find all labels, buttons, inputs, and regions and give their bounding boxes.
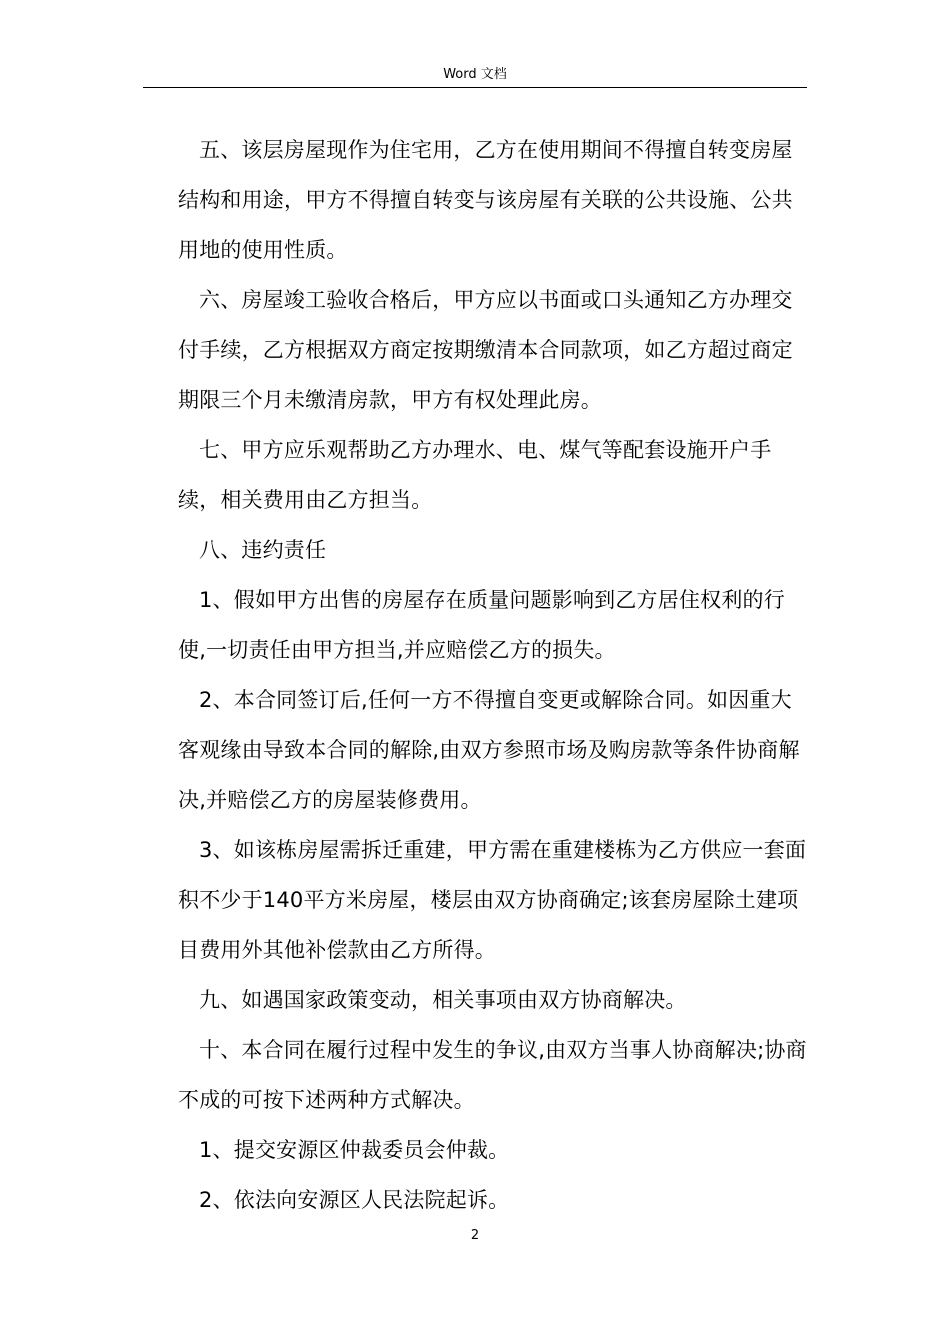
page-header-title: Word 文档 <box>443 67 507 82</box>
paragraph-9: 九、如遇国家政策变动，相关事项由双方协商解决。 <box>199 988 687 1012</box>
dispute-option-2: 2、依法向安源区人民法院起诉。 <box>199 1188 510 1212</box>
paragraph-7: 七、甲方应乐观帮助乙方办理水、电、煤气等配套设施开户手续，相关费用由乙方担当。 <box>178 438 772 512</box>
liability-item-1: 1、假如甲方出售的房屋存在质量问题影响到乙方居住权利的行使,一切责任由甲方担当,并应赔偿乙方的损失。 <box>178 588 785 662</box>
paragraph-5: 五、该层房屋现作为住宅用，乙方在使用期间不得擅自转变房屋结构和用途，甲方不得擅自转变与该房屋有关联的公共设施、公共用地的使用性质。 <box>178 138 793 262</box>
header-divider <box>143 87 807 88</box>
document-body <box>178 125 808 1225</box>
liability-item-2: 2、本合同签订后,任何一方不得擅自变更或解除合同。如因重大客观缘由导致本合同的解除,由双方参照市场及购房款等条件协商解决,并赔偿乙方的房屋装修费用。 <box>178 688 800 812</box>
dispute-option-1: 1、提交安源区仲裁委员会仲裁。 <box>199 1138 510 1162</box>
liability-item-3: 3、如该栋房屋需拆迁重建，甲方需在重建楼栋为乙方供应一套面积不少于140平方米房屋，楼层由双方协商确定;该套房屋除土建项目费用外其他补偿款由乙方所得。 <box>178 838 807 962</box>
paragraph-10: 十、本合同在履行过程中发生的争议,由双方当事人协商解决;协商不成的可按下述两种方式解决。 <box>178 1038 807 1112</box>
page-number: 2 <box>470 1228 480 1243</box>
paragraph-6: 六、房屋竣工验收合格后，甲方应以书面或口头通知乙方办理交付手续，乙方根据双方商定按期缴清本合同款项，如乙方超过商定期限三个月未缴清房款，甲方有权处理此房。 <box>178 288 793 412</box>
section-heading-liability: 八、违约责任 <box>199 538 327 562</box>
